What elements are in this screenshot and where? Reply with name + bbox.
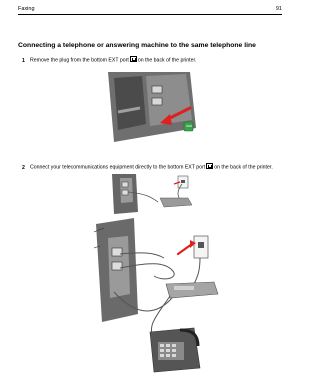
step-text-end: on the back of the printer.: [214, 164, 273, 171]
figure-connect-telephone: [94, 218, 224, 373]
ext-port-icon: [130, 56, 137, 62]
green-plug: [184, 122, 193, 131]
step-number: 1: [22, 57, 25, 64]
figure-connect-answering-machine: [108, 172, 198, 216]
step-text: Connect your telecommunications equipment directly to the bottom EXT port: [30, 164, 206, 171]
step-number: 2: [22, 164, 25, 171]
step-2: [22, 163, 273, 171]
section-title: Faxing: [18, 6, 35, 12]
step-text-end: on the back of the printer.: [137, 57, 197, 64]
ext-port-icon: [206, 163, 213, 169]
section-heading: Connecting a telephone or answering machine to the same telephone line: [18, 42, 256, 49]
header-rule: [18, 14, 282, 15]
step-text: Remove the plug from the bottom EXT port: [30, 57, 129, 64]
page-header: [18, 6, 282, 12]
page-number: 91: [275, 6, 282, 12]
figure-remove-plug: [100, 68, 200, 146]
step-1: [22, 56, 196, 64]
